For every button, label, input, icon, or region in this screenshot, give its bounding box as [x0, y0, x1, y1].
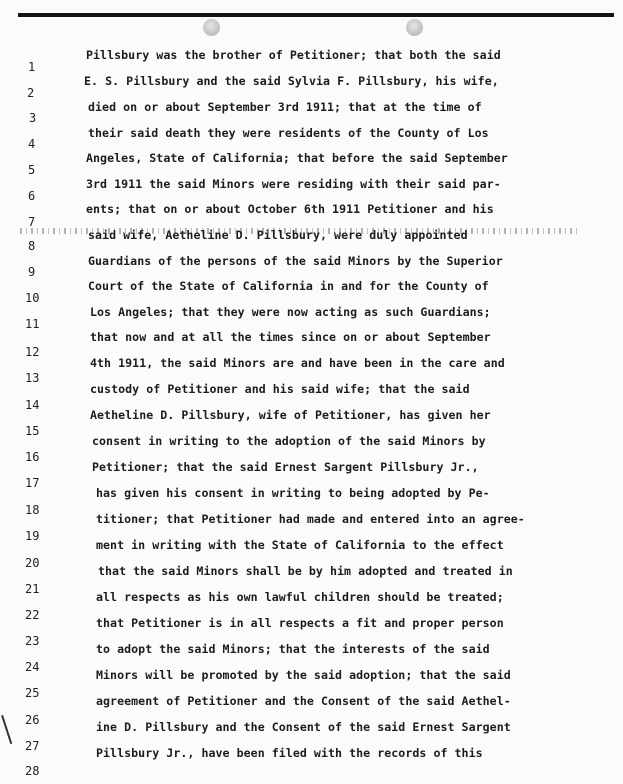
- line-number: 16: [25, 450, 40, 464]
- line-number: 1: [28, 60, 36, 74]
- line-number: 15: [25, 424, 40, 438]
- line-number: 26: [25, 713, 40, 727]
- line-number: 6: [28, 189, 36, 203]
- line-number: 23: [25, 634, 40, 648]
- text-line: that now and at all the times since on or about September: [90, 330, 491, 344]
- text-line: Aetheline D. Pillsbury, wife of Petitioner, has given her: [90, 408, 491, 422]
- text-line: Petitioner; that the said Ernest Sargent Pillsbury Jr.,: [92, 460, 479, 474]
- text-line: ment in writing with the State of California to the effect: [96, 538, 504, 552]
- text-line: ine D. Pillsbury and the Consent of the said Ernest Sargent: [96, 720, 511, 734]
- text-line: 3rd 1911 the said Minors were residing with their said par-: [86, 177, 501, 191]
- line-number: 10: [25, 291, 40, 305]
- text-line: Court of the State of California in and for the County of: [88, 279, 489, 293]
- punch-hole-icon: [406, 19, 423, 36]
- text-line: ents; that on or about October 6th 1911 Petitioner and his: [86, 202, 494, 216]
- top-border-rule: [18, 13, 614, 17]
- text-line: has given his consent in writing to being adopted by Pe-: [96, 486, 490, 500]
- line-number: 17: [25, 476, 40, 490]
- text-line: died on or about September 3rd 1911; that at the time of: [88, 100, 482, 114]
- text-line: said wife, Aetheline D. Pillsbury, were duly appointed: [88, 228, 468, 242]
- line-number: 24: [25, 660, 40, 674]
- line-number: 12: [25, 345, 40, 359]
- text-line: Minors will be promoted by the said adoption; that the said: [96, 668, 511, 682]
- line-number: 4: [28, 137, 36, 151]
- punch-hole-icon: [203, 19, 220, 36]
- text-line: E. S. Pillsbury and the said Sylvia F. Pillsbury, his wife,: [84, 74, 499, 88]
- text-line: to adopt the said Minors; that the interests of the said: [96, 642, 490, 656]
- line-number: 22: [25, 608, 40, 622]
- line-number: 21: [25, 582, 40, 596]
- text-line: Pillsbury Jr., have been filed with the records of this: [96, 746, 483, 760]
- line-number: 8: [28, 239, 36, 253]
- line-number: 28: [25, 764, 40, 778]
- line-number: 27: [25, 739, 40, 753]
- text-line: all respects as his own lawful children should be treated;: [96, 590, 504, 604]
- text-line: 4th 1911, the said Minors are and have been in the care and: [90, 356, 505, 370]
- text-line: agreement of Petitioner and the Consent of the said Aethel-: [96, 694, 511, 708]
- text-line: Los Angeles; that they were now acting as such Guardians;: [90, 305, 491, 319]
- text-line: Angeles, State of California; that before the said September: [86, 151, 508, 165]
- line-number: 13: [25, 371, 40, 385]
- line-number: 20: [25, 556, 40, 570]
- line-number: 18: [25, 503, 40, 517]
- margin-mark: [1, 715, 12, 744]
- text-line: titioner; that Petitioner had made and entered into an agree-: [96, 512, 525, 526]
- text-line: that Petitioner is in all respects a fit and proper person: [96, 616, 504, 630]
- text-line: Guardians of the persons of the said Minors by the Superior: [88, 254, 503, 268]
- text-line: consent in writing to the adoption of the said Minors by: [92, 434, 486, 448]
- line-number: 3: [29, 111, 37, 125]
- line-number: 11: [25, 317, 40, 331]
- text-line: custody of Petitioner and his said wife; that the said: [90, 382, 470, 396]
- line-number: 9: [28, 265, 36, 279]
- text-line: that the said Minors shall be by him adopted and treated in: [98, 564, 513, 578]
- line-number: 7: [28, 215, 36, 229]
- text-line: their said death they were residents of the County of Los: [88, 126, 489, 140]
- line-number: 14: [25, 398, 40, 412]
- line-number: 2: [27, 86, 35, 100]
- line-number: 5: [28, 163, 36, 177]
- line-number: 19: [25, 529, 40, 543]
- text-line: Pillsbury was the brother of Petitioner; that both the said: [86, 48, 501, 62]
- line-number: 25: [25, 686, 40, 700]
